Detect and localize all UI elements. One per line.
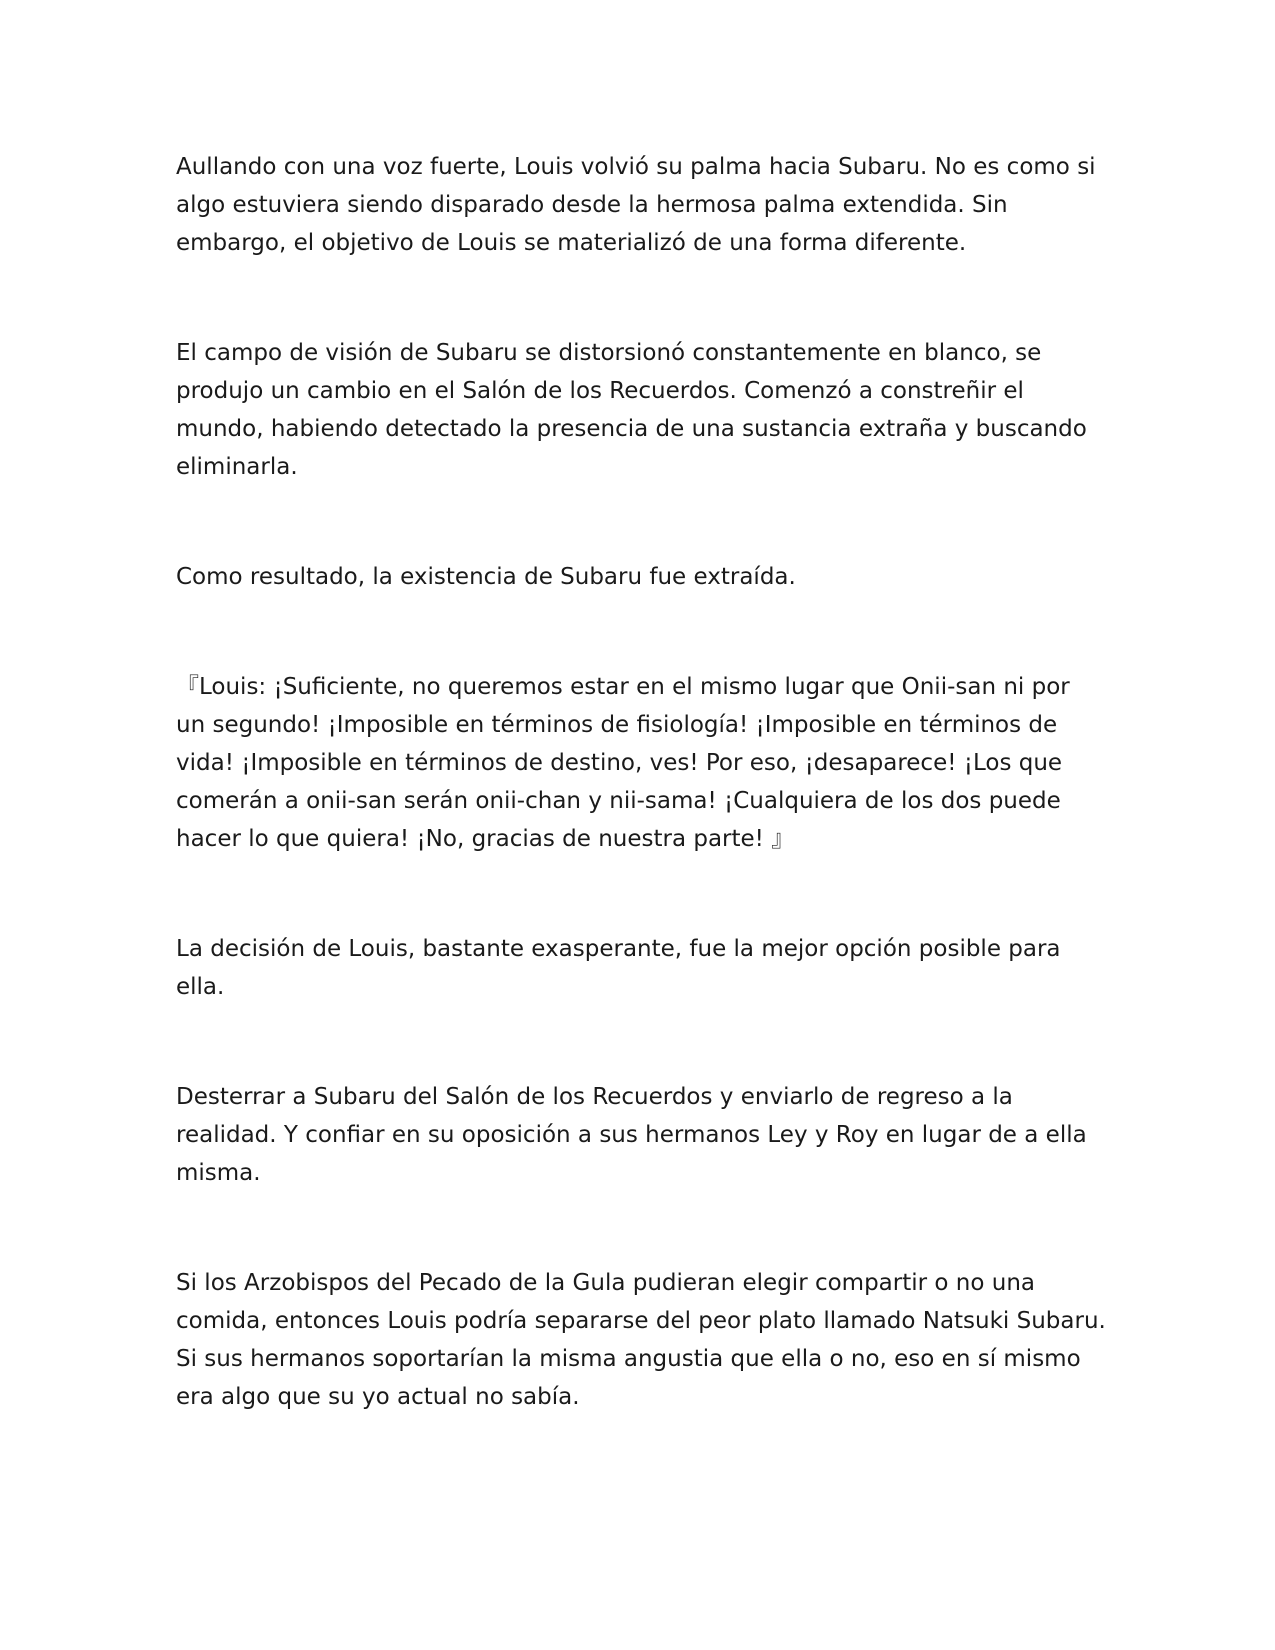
paragraph-2: El campo de visión de Subaru se distorsionó constantemente en blanco, se produjo un cambio en el Salón de los Recuerdos. Comenzó a constreñir el mundo, habiendo detectado la presencia de una sustancia extraña y buscando eliminarla.: [176, 340, 1087, 480]
paragraph-6: Desterrar a Subaru del Salón de los Recuerdos y enviarlo de regreso a la realidad. Y confiar en su oposición a sus hermanos Ley y Roy en lugar de a ella misma.: [176, 1084, 1087, 1186]
document-body: [176, 148, 1106, 1416]
paragraph-7: Si los Arzobispos del Pecado de la Gula pudieran elegir compartir o no una comida, entonces Louis podría separarse del peor plato llamado Natsuki Subaru. Si sus hermanos soportarían la misma angustia que ella o no, eso en sí mismo era algo que su yo actual no sabía.: [176, 1270, 1106, 1410]
paragraph-1: Aullando con una voz fuerte, Louis volvió su palma hacia Subaru. No es como si algo estuviera siendo disparado desde la hermosa palma extendida. Sin embargo, el objetivo de Louis se materializó de una forma diferente.: [176, 154, 1096, 256]
paragraph-4-dialogue: 『Louis: ¡Suficiente, no queremos estar en el mismo lugar que Onii-san ni por un segundo! ¡Imposible en términos de fisiología! ¡Imposible en términos de vida! ¡Imposible en términos de destino, ves! Por eso, ¡desaparece! ¡Los que comerán a onii-san serán onii-chan y nii-sama! ¡Cualquiera de los dos puede hacer lo que quiera! ¡No, gracias de nuestra parte! 』: [176, 674, 1070, 852]
paragraph-3: Como resultado, la existencia de Subaru fue extraída.: [176, 564, 796, 590]
paragraph-5: La decisión de Louis, bastante exasperante, fue la mejor opción posible para ella.: [176, 936, 1061, 1000]
